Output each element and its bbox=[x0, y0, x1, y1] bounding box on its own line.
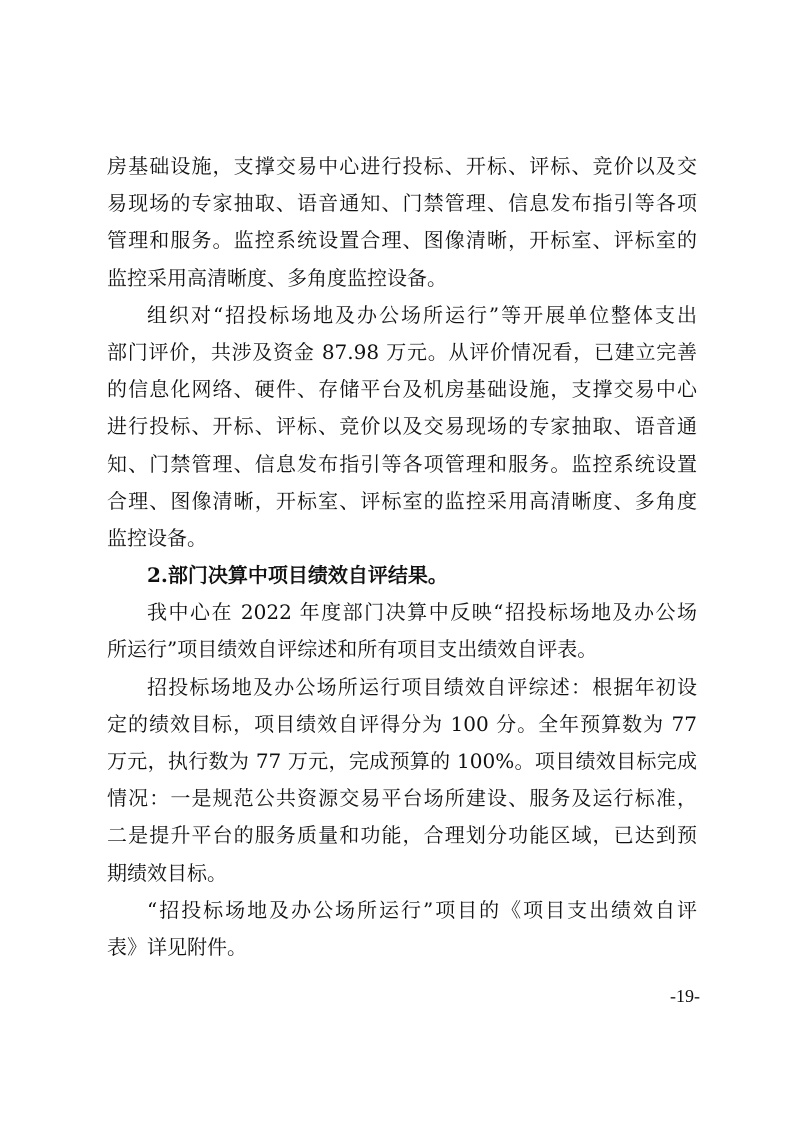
paragraph-line: 知、门禁管理、信息发布指引等各项管理和服务。监控系统设置 bbox=[107, 451, 697, 476]
paragraph-line: 二是提升平台的服务质量和功能，合理划分功能区域，已达到预 bbox=[107, 823, 697, 848]
paragraph-line: 房基础设施，支撑交易中心进行投标、开标、评标、竞价以及交 bbox=[107, 154, 697, 178]
paragraph-line: 期绩效目标。 bbox=[107, 860, 227, 885]
body-text bbox=[107, 148, 697, 966]
section-heading: 2.部门决算中项目绩效自评结果。 bbox=[147, 563, 448, 588]
paragraph-line: 情况：一是规范公共资源交易平台场所建设、服务及运行标准， bbox=[107, 786, 697, 811]
paragraph-line: 定的绩效目标，项目绩效自评得分为 100 分。全年预算数为 77 bbox=[107, 711, 697, 736]
paragraph-line: 表》详见附件。 bbox=[107, 934, 247, 959]
paragraph-line: 部门评价，共涉及资金 87.98 万元。从评价情况看，已建立完善 bbox=[107, 339, 697, 364]
paragraph-line: “招投标场地及办公场所运行”项目的《项目支出绩效自评 bbox=[147, 897, 697, 922]
paragraph-line: 的信息化网络、硬件、存储平台及机房基础设施，支撑交易中心 bbox=[107, 377, 697, 402]
paragraph-line: 管理和服务。监控系统设置合理、图像清晰，开标室、评标室的 bbox=[107, 228, 697, 253]
paragraph-line: 进行投标、开标、评标、竞价以及交易现场的专家抽取、语音通 bbox=[107, 414, 697, 439]
paragraph-line: 招投标场地及办公场所运行项目绩效自评综述：根据年初设 bbox=[147, 674, 697, 699]
paragraph-line: 合理、图像清晰，开标室、评标室的监控采用高清晰度、多角度 bbox=[107, 488, 697, 513]
paragraph-line: 易现场的专家抽取、语音通知、门禁管理、信息发布指引等各项 bbox=[107, 191, 697, 216]
paragraph-line: 监控采用高清晰度、多角度监控设备。 bbox=[107, 265, 447, 290]
page-number: -19- bbox=[670, 986, 700, 1006]
paragraph-line: 组织对“招投标场地及办公场所运行”等开展单位整体支出 bbox=[147, 302, 697, 327]
paragraph-line: 我中心在 2022 年度部门决算中反映“招投标场地及办公场 bbox=[147, 600, 697, 625]
paragraph-line: 所运行”项目绩效自评综述和所有项目支出绩效自评表。 bbox=[107, 637, 598, 662]
paragraph-line: 监控设备。 bbox=[107, 525, 207, 550]
paragraph-line: 万元，执行数为 77 万元，完成预算的 100%。项目绩效目标完成 bbox=[107, 749, 697, 773]
